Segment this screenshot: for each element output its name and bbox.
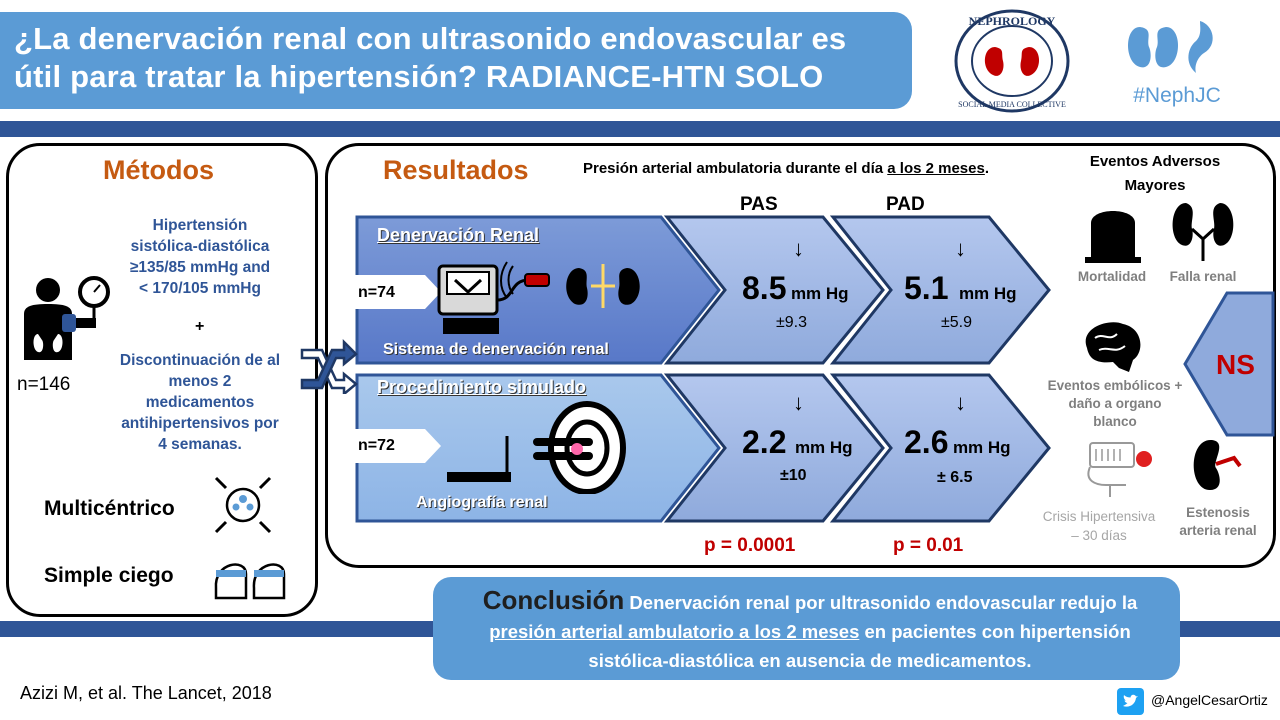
methods-title: Métodos <box>103 155 214 185</box>
arm1-pas-value: 8.5 mm Hg <box>742 270 849 306</box>
arm1-device: Sistema de denervación renal <box>383 341 609 358</box>
ultrasound-generator-icon <box>437 260 649 340</box>
stenosis-label: Estenosis arteria renal <box>1179 505 1257 538</box>
arm2-pad-arrow: ↓ <box>955 390 966 415</box>
plus-sign: + <box>195 318 205 335</box>
twitter-handle[interactable]: @AngelCesarOrtiz <box>1151 692 1268 708</box>
conclusion-heading: Conclusión <box>482 585 625 615</box>
top-divider <box>0 121 1280 137</box>
arm2-pas-sd: ±10 <box>780 467 807 484</box>
svg-text:SOCIAL MEDIA COLLECTIVE: SOCIAL MEDIA COLLECTIVE <box>958 100 1066 109</box>
arm1-pad-value: 5.1 mm Hg <box>904 270 1017 306</box>
arm1-pas-sd: ±9.3 <box>776 314 808 331</box>
arm1-pad-sd: ±5.9 <box>941 314 973 331</box>
nephjc-logo <box>1122 17 1232 109</box>
arm2-n: n=72 <box>358 437 395 454</box>
adverse-events-title: Eventos Adversos Mayores <box>1089 153 1221 194</box>
bp-monitor-crisis-icon <box>1082 441 1158 501</box>
arm1-label: Denervación Renal <box>377 225 540 245</box>
inclusion-criteria: Hipertensión sistólica-diastólica ≥135/85 mmHg and < 170/105 mmHg <box>129 217 271 297</box>
arm2-label: Procedimiento simulado <box>377 377 587 397</box>
twitter-icon[interactable] <box>1117 688 1144 715</box>
nephjc-hashtag: #NephJC <box>1133 84 1221 107</box>
kidney-failure-icon <box>1168 199 1238 261</box>
citation: Azizi M, et al. The Lancet, 2018 <box>20 683 272 703</box>
mortality-label: Mortalidad <box>1077 269 1147 284</box>
tombstone-icon <box>1085 203 1141 263</box>
angiography-icon <box>443 400 627 494</box>
arm1-n: n=74 <box>358 284 395 301</box>
crisis-label: Crisis Hipertensiva – 30 días <box>1042 509 1156 543</box>
multicenter-label: Multicéntrico <box>44 497 175 520</box>
blind-label: Simple ciego <box>44 564 174 587</box>
arm2-pad-value: 2.6 mm Hg <box>904 424 1011 460</box>
arm1-pad-arrow: ↓ <box>955 236 966 261</box>
total-n: n=146 <box>17 374 71 395</box>
p-value-pas: p = 0.0001 <box>704 535 796 556</box>
col-pas-header: PAS <box>740 194 778 215</box>
randomization-icon <box>300 336 358 394</box>
brain-icon <box>1079 318 1145 374</box>
kidney-stenosis-icon <box>1184 436 1242 494</box>
ns-label: NS <box>1216 349 1255 380</box>
discontinuation-criteria: Discontinuación de al menos 2 medicamentos antihipertensivos por 4 semanas. <box>119 352 281 453</box>
multicenter-icon <box>212 474 274 536</box>
embolic-events-label: Eventos embólicos + daño a organo blanco <box>1047 378 1183 429</box>
arm2-pas-value: 2.2 mm Hg <box>742 424 853 460</box>
arm2-device: Angiografía renal <box>416 494 548 511</box>
nephrology-logo <box>953 9 1071 113</box>
arm1-pas-arrow: ↓ <box>793 236 804 261</box>
p-value-pad: p = 0.01 <box>893 535 964 556</box>
conclusion-text: Conclusión Denervación renal por ultrasonido endovascular redujo la presión arterial ambulatorio a los 2 meses en pacientes con hipertensión sistólica-diastólica en ausencia de medicamentos. <box>482 585 1138 671</box>
blood-pressure-patient-icon <box>18 268 114 364</box>
arm2-pad-sd: ± 6.5 <box>937 469 973 486</box>
blindfold-icon <box>212 548 288 600</box>
arm2-pas-arrow: ↓ <box>793 390 804 415</box>
results-subtitle: Presión arterial ambulatoria durante el día a los 2 meses. <box>583 160 990 177</box>
svg-text:NEPHROLOGY: NEPHROLOGY <box>968 14 1056 28</box>
col-pad-header: PAD <box>886 194 925 215</box>
results-title: Resultados <box>383 155 529 185</box>
renal-failure-label: Falla renal <box>1169 269 1237 284</box>
page-title: ¿La denervación renal con ultrasonido endovascular es útil para tratar la hipertensión? RADIANCE-HTN SOLO <box>14 21 847 94</box>
